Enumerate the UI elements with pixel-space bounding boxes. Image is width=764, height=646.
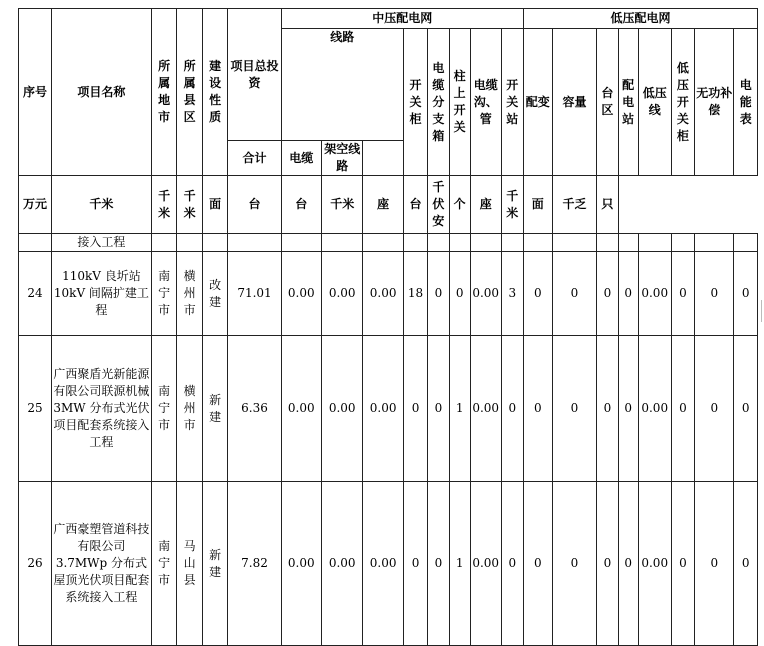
table-row: [19, 482, 758, 646]
scroll-hint-line: [761, 300, 762, 322]
header-area: 台区: [597, 29, 618, 176]
row-cable-trench: 0.00: [470, 336, 501, 482]
row-transformer: 0: [523, 336, 552, 482]
continuation-row: [19, 234, 758, 252]
row-reactive-comp: 0: [695, 336, 734, 482]
row-reactive-comp: 0: [695, 482, 734, 646]
header-lines: 线路: [281, 29, 403, 141]
row-lv-line: 0.00: [638, 252, 671, 336]
unit-cable-branch-box: 台: [228, 176, 281, 234]
row-overhead: 0.00: [363, 252, 403, 336]
header-capacity: 容量: [552, 29, 597, 176]
row-meter: 0: [734, 336, 758, 482]
unit-dist-station: 座: [470, 176, 501, 234]
row-lv-line: 0.00: [638, 336, 671, 482]
header-overhead: 架空线路: [321, 141, 362, 176]
header-cable-branch-box: 电缆分支箱: [428, 29, 449, 176]
table-row: [19, 252, 758, 336]
row-invest: 6.36: [228, 336, 281, 482]
header-lv-switch-cabinet: 低压开关柜: [671, 29, 694, 176]
row-switch-station: 3: [501, 252, 523, 336]
header-switch-station: 开关站: [501, 29, 523, 176]
row-reactive-comp: 0: [695, 252, 734, 336]
header-pole-switch: 柱上开关: [449, 29, 470, 176]
header-city: 所属地市: [151, 9, 177, 176]
unit-invest: 万元: [19, 176, 52, 234]
header-county: 所属县区: [177, 9, 203, 176]
row-cable: 0.00: [321, 482, 362, 646]
row-capacity: 0: [552, 252, 597, 336]
row-switch-cabinet: 0: [403, 336, 427, 482]
row-transformer: 0: [523, 252, 552, 336]
row-area: 0: [597, 252, 618, 336]
row-meter: 0: [734, 252, 758, 336]
header-dist-station: 配电站: [618, 29, 638, 176]
row-nature: 新建: [202, 482, 228, 646]
header-build-nature: 建设性质: [202, 9, 228, 176]
row-cable-branch-box: 0: [428, 336, 449, 482]
header-transformer: 配变: [523, 29, 552, 176]
row-cable: 0.00: [321, 336, 362, 482]
unit-area: 个: [449, 176, 470, 234]
row-total: 0.00: [281, 252, 321, 336]
row-pole-switch: 1: [449, 482, 470, 646]
row-county: 横州市: [177, 336, 203, 482]
row-total: 0.00: [281, 336, 321, 482]
header-meter: 电能表: [734, 29, 758, 176]
row-county: 横州市: [177, 252, 203, 336]
unit-cable: 千米: [151, 176, 177, 234]
row-dist-station: 0: [618, 252, 638, 336]
row-city: 南宁市: [151, 252, 177, 336]
row-lv-switch-cabinet: 0: [671, 252, 694, 336]
row-seq: 25: [19, 336, 52, 482]
unit-pole-switch: 台: [281, 176, 321, 234]
row-seq: 26: [19, 482, 52, 646]
row-total: 0.00: [281, 482, 321, 646]
row-cable-branch-box: 0: [428, 482, 449, 646]
unit-cable-trench: 千米: [321, 176, 362, 234]
row-pole-switch: 1: [449, 336, 470, 482]
row-project-name: 110kV 良圻站 10kV 间隔扩建工程: [51, 252, 151, 336]
unit-reactive-comp: 千乏: [552, 176, 597, 234]
unit-overhead: 千米: [177, 176, 203, 234]
row-cable: 0.00: [321, 252, 362, 336]
row-switch-cabinet: 0: [403, 482, 427, 646]
unit-lv-line: 千米: [501, 176, 523, 234]
row-cable-trench: 0.00: [470, 482, 501, 646]
row-nature: 改建: [202, 252, 228, 336]
distribution-network-table: [18, 8, 758, 646]
row-area: 0: [597, 336, 618, 482]
row-capacity: 0: [552, 336, 597, 482]
header-total-invest: 项目总投资: [228, 9, 281, 141]
table-row: [19, 336, 758, 482]
row-invest: 7.82: [228, 482, 281, 646]
row-seq: 24: [19, 252, 52, 336]
unit-switch-cabinet: 面: [202, 176, 228, 234]
row-invest: 71.01: [228, 252, 281, 336]
row-lv-switch-cabinet: 0: [671, 336, 694, 482]
row-transformer: 0: [523, 482, 552, 646]
row-cable-trench: 0.00: [470, 252, 501, 336]
row-lv-line: 0.00: [638, 482, 671, 646]
row-pole-switch: 0: [449, 252, 470, 336]
row-county: 马山县: [177, 482, 203, 646]
header-cable-trench: 电缆沟、管: [470, 29, 501, 176]
row-overhead: 0.00: [363, 482, 403, 646]
header-seq: 序号: [19, 9, 52, 176]
row-switch-cabinet: 18: [403, 252, 427, 336]
row-cable-branch-box: 0: [428, 252, 449, 336]
row-capacity: 0: [552, 482, 597, 646]
continuation-text: 接入工程: [51, 234, 151, 252]
header-lv-network: 低压配电网: [523, 9, 757, 29]
header-reactive-comp: 无功补偿: [695, 29, 734, 176]
row-meter: 0: [734, 482, 758, 646]
row-project-name: 广西聚盾光新能源有限公司联源机械 3MW 分布式光伏项目配套系统接入工程: [51, 336, 151, 482]
row-city: 南宁市: [151, 336, 177, 482]
row-lv-switch-cabinet: 0: [671, 482, 694, 646]
header-lv-line: 低压线: [638, 29, 671, 176]
row-area: 0: [597, 482, 618, 646]
row-city: 南宁市: [151, 482, 177, 646]
row-project-name: 广西豪塑管道科技有限公司 3.7MWp 分布式屋顶光伏项目配套系统接入工程: [51, 482, 151, 646]
row-overhead: 0.00: [363, 336, 403, 482]
unit-meter: 只: [597, 176, 618, 234]
unit-lv-switch-cabinet: 面: [523, 176, 552, 234]
row-dist-station: 0: [618, 482, 638, 646]
header-mv-network: 中压配电网: [281, 9, 523, 29]
unit-transformer: 台: [403, 176, 427, 234]
header-project-name: 项目名称: [51, 9, 151, 176]
row-switch-station: 0: [501, 336, 523, 482]
row-dist-station: 0: [618, 336, 638, 482]
header-total: 合计: [228, 141, 281, 176]
unit-switch-station: 座: [363, 176, 403, 234]
row-switch-station: 0: [501, 482, 523, 646]
unit-capacity: 千伏安: [428, 176, 449, 234]
header-cable: 电缆: [281, 141, 321, 176]
header-switch-cabinet: 开关柜: [403, 29, 427, 176]
row-nature: 新建: [202, 336, 228, 482]
unit-total: 千米: [51, 176, 151, 234]
